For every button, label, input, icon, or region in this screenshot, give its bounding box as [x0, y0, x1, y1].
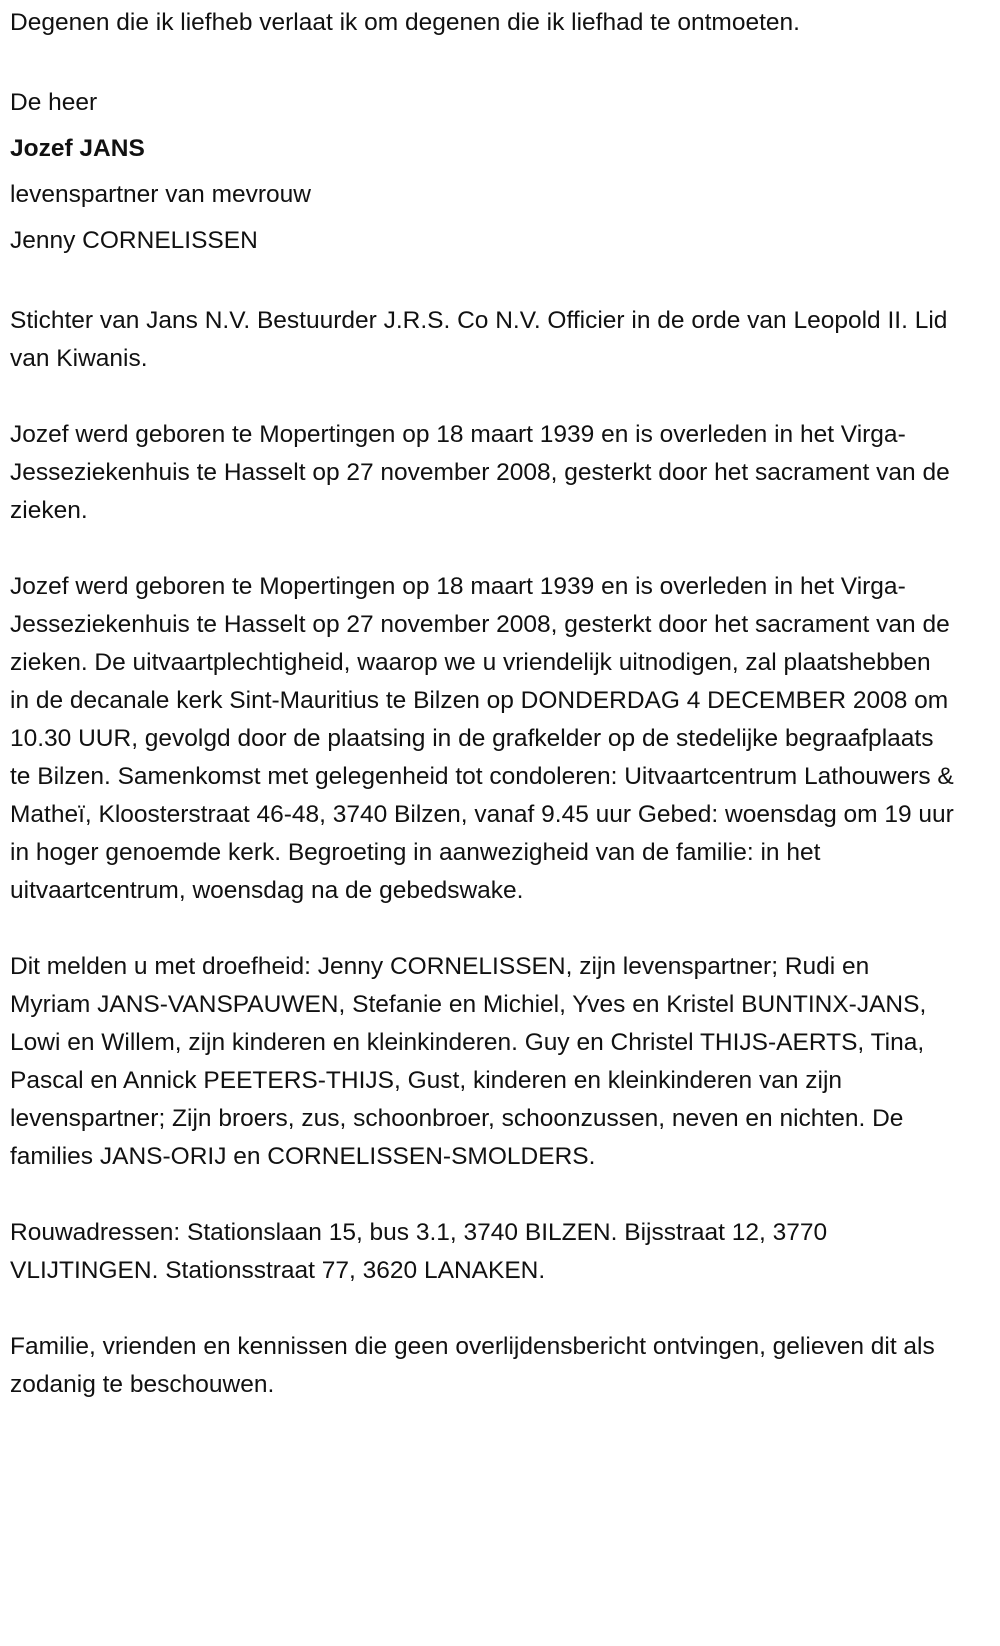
relation: levenspartner van mevrouw	[10, 181, 311, 208]
deceased-name: Jozef JANS	[10, 135, 145, 162]
birth-death-info: Jozef werd geboren te Mopertingen op 18 maart 1939 en is overleden in het Virga-Jesseziekenhuis te Hasselt op 27 november 2008, gesterkt door het sacrament van de zieken.	[10, 421, 950, 524]
motto: Degenen die ik liefheb verlaat ik om degenen die ik liefhad te ontmoeten.	[10, 9, 800, 36]
salutation: De heer	[10, 89, 98, 116]
family-announcement: Dit melden u met droefheid: Jenny CORNELISSEN, zijn levenspartner; Rudi en Myriam JANS-VANSPAUWEN, Stefanie en Michiel, Yves en Kristel BUNTINX-JANS, Lowi en Willem, zijn kinderen en kleinkinderen. Guy en Christel THIJS-AERTS, Tina, Pascal en Annick PEETERS-THIJS, Gust, kinderen en kleinkinderen van zijn levenspartner; Zijn broers, zus, schoonbroer, schoonzussen, neven en nichten. De families JANS-ORIJ en CORNELISSEN-SMOLDERS.	[10, 953, 927, 1170]
partner-name: Jenny CORNELISSEN	[10, 227, 258, 254]
funeral-details: Jozef werd geboren te Mopertingen op 18 maart 1939 en is overleden in het Virga-Jesseziekenhuis te Hasselt op 27 november 2008, gesterkt door het sacrament van de zieken. De uitvaartplechtigheid, waarop we u vriendelijk uitnodigen, zal plaatshebben in de decanale kerk Sint-Mauritius te Bilzen op DONDERDAG 4 DECEMBER 2008 om 10.30 UUR, gevolgd door de plaatsing in de grafkelder op de stedelijke begraafplaats te Bilzen. Samenkomst met gelegenheid tot condoleren: Uitvaartcentrum Lathouwers & Matheï, Kloosterstraat 46-48, 3740 Bilzen, vanaf 9.45 uur Gebed: woensdag om 19 uur in hoger genoemde kerk. Begroeting in aanwezigheid van de familie: in het uitvaartcentrum, woensdag na de gebedswake.	[10, 573, 954, 904]
obituary-document	[10, 4, 955, 1442]
biography: Stichter van Jans N.V. Bestuurder J.R.S. Co N.V. Officier in de orde van Leopold II. Lid van Kiwanis.	[10, 307, 948, 372]
closing-note: Familie, vrienden en kennissen die geen overlijdensbericht ontvingen, gelieven dit als zodanig te beschouwen.	[10, 1333, 935, 1398]
mourning-addresses: Rouwadressen: Stationslaan 15, bus 3.1, 3740 BILZEN. Bijsstraat 12, 3770 VLIJTINGEN. Stationsstraat 77, 3620 LANAKEN.	[10, 1219, 828, 1284]
